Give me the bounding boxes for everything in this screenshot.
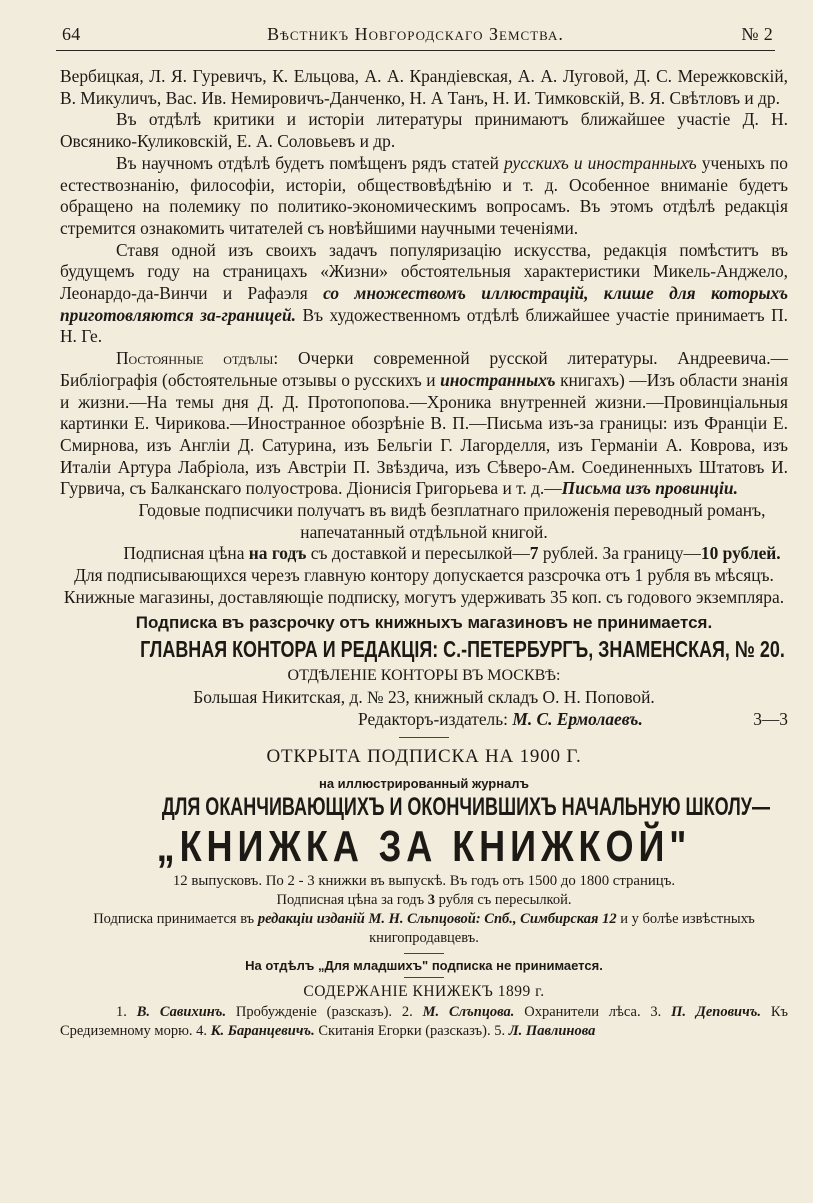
editor-line — [60, 709, 788, 731]
page-header — [58, 20, 773, 50]
text-run: съ доставкой и пересылкой— — [306, 543, 530, 564]
text-run: Къ Средиземному морю. 4. — [60, 1003, 789, 1039]
ad-subscription-line — [60, 910, 788, 948]
installment-notice: Подписка въ разсрочку отъ книжныхъ магазиновъ не принимается. — [135, 612, 713, 632]
contents-title: СОДЕРЖАНІЕ КНИЖЕКЪ 1899 г. — [303, 982, 545, 1000]
italic-run: редакціи изданій М. Н. Сльпцовой: Спб., Симбирская 12 — [257, 910, 617, 927]
text-run: и у болѣе извѣстныхъ книгопродавцевъ. — [369, 910, 755, 946]
text-run: рубля съ пересылкой. — [435, 891, 572, 908]
contents-list — [60, 1003, 788, 1041]
text-run: Ставя одной изъ своихъ задачъ популяризацію искусства, редакція помѣститъ въ будущемъ году на страницахъ «Жизни» обстоятельныя характеристики Микель-Анджело, Леонардо-да-Винчи и Рафаэля — [60, 239, 788, 304]
editor-name: М. С. Ермолаевъ. — [512, 708, 643, 729]
text-run: Подписная цѣна за годъ — [276, 891, 428, 908]
sections-paragraph — [60, 348, 788, 500]
italic-run: Письма изъ провинціи. — [561, 478, 738, 499]
header-rule — [56, 50, 775, 51]
journal-title: Вѣстникъ Новгородскаго Земства. — [267, 24, 564, 44]
journal-name-title: „КНИЖКА ЗА КНИЖКОЙ" — [156, 821, 692, 871]
moscow-branch-title: ОТДѢЛЕНІЕ КОНТОРЫ ВЪ МОСКВѢ: — [287, 667, 561, 685]
italic-run: М. Слъпцова. — [422, 1003, 515, 1020]
editor-ref: 3—3 — [753, 708, 788, 729]
italic-run: со множествомъ иллюстрацій, клише для которыхъ приготовляются за-границей. — [60, 283, 788, 325]
bold-run: 10 рублей. — [700, 543, 781, 564]
text-run: книгахъ) —Изъ области знанія и жизни.—На темы дня Д. Д. Протопопова.—Хроника внутренней жизни.—Провинціальныя картинки Е. Чирикова.—Иностранное обозрѣніе В. П.—Письма изъ-за границы: изъ Франціи Е. Смирнова, изъ Англіи Д. Сатурина, изъ Бельгіи Г. Лагорделля, изъ Германіи А. Коврова, изъ Италіи Артура Лабріола, изъ Австріи П. Звѣздича, изъ Сѣверо-Ам. Соединенныхъ Штатовъ И. Гурвича, съ Балканскаго полуострова. Діонисія Григорьева и т. д.— — [60, 369, 788, 499]
editor-label-text: Редакторъ-издатель: — [358, 708, 513, 729]
section-separator — [399, 737, 449, 738]
text-run: ученыхъ по естествознанію, философіи, исторіи, обществовѣдѣнію и т. д. Особенное вниманіе будетъ обращено на полемику по политико-экономическимъ вопросамъ. Въ этомъ отдѣлѣ редакція стремится ознакомить читателей съ новѣйшими научными теченіями. — [60, 152, 788, 238]
subscription-open-heading: ОТКРЫТА ПОДПИСКА НА 1900 Г. — [266, 745, 582, 767]
criticism-paragraph: Въ отдѣлѣ критики и исторіи литературы принимаютъ ближайшее участіе Д. Н. Овсянико-Куликовскій, Е. А. Соловьевъ и др. — [60, 109, 788, 152]
bold-run: на годъ — [248, 543, 307, 564]
text-run: Въ художественномъ отдѣлѣ ближайшее участіе принимаетъ П. Н. Ге. — [60, 304, 788, 347]
text-run: Въ научномъ отдѣлѣ будетъ помѣщенъ рядъ статей — [116, 152, 505, 173]
ad-separator — [404, 953, 444, 954]
bold-run: 3 — [427, 891, 436, 908]
audience-tagline: ДЛЯ ОКАНЧИВАЮЩИХЪ И ОКОНЧИВШИХЪ НАЧАЛЬНУЮ ШКОЛУ— — [161, 792, 770, 821]
moscow-branch-address: Большая Никитская, д. № 23, книжный складъ О. Н. Поповой. — [193, 686, 655, 707]
italic-run: иностранныхъ — [440, 369, 556, 390]
price-paragraph — [60, 543, 788, 565]
italic-run: Л. Павлинова — [508, 1022, 596, 1039]
italic-run: В. Савихинъ. — [136, 1003, 227, 1020]
supplement-paragraph: Годовые подписчики получатъ въ видѣ безплатнаго приложенія переводный романъ, напечатанный отдѣльной книгой. — [138, 500, 766, 542]
science-paragraph — [60, 153, 788, 240]
text-run: Охранители лѣса. 3. — [514, 1003, 672, 1020]
contributors-paragraph: Вербицкая, Л. Я. Гуревичъ, К. Ельцова, А. А. Крандіевская, А. А. Луговой, Д. С. Мережковскій, В. Микуличъ, Вас. Ив. Немировичъ-Данченко, Н. А Танъ, Н. И. Тимковскій, В. Я. Свѣтловъ и др. — [60, 66, 788, 108]
page-number: 64 — [62, 24, 81, 44]
text-run: Скитанія Егорки (разсказъ). 5. — [314, 1022, 509, 1039]
issues-line: 12 выпусковъ. По 2 - 3 книжки въ выпускѣ. Въ годъ отъ 1500 до 1800 страницъ. — [172, 872, 676, 889]
ad-notice: На отдѣлъ „Для младшихъ" подписка не принимается. — [245, 957, 603, 973]
issue-number: № 2 — [741, 24, 773, 44]
installment-paragraph: Для подписывающихся черезъ главную контору допускается разсрочка отъ 1 рубля въ мѣсяцъ. Книжные магазины, доставляющіе подписку, могутъ удерживать 35 коп. съ годового экземпляра. — [63, 565, 785, 607]
text-run: Очерки современной русской литературы. Андреевича.—Библіографія (обстоятельные отзывы о русскихъ и — [60, 348, 789, 390]
bold-run: 7 — [529, 543, 539, 564]
text-run: 1. — [116, 1003, 137, 1020]
editor-label — [358, 709, 643, 730]
text-run: Подписная цѣна — [123, 543, 249, 564]
text-run: Пробужденіе (разсказъ). 2. — [226, 1003, 423, 1020]
art-paragraph — [60, 240, 788, 349]
italic-run: П. Деповичъ. — [671, 1003, 761, 1020]
text-run: Подписка принимается въ — [93, 910, 258, 927]
ad-price-line — [60, 891, 788, 910]
italic-run: русскихъ и иностранныхъ — [504, 152, 697, 173]
main-column — [60, 66, 788, 1041]
illustrated-journal-subhead: на иллюстрированный журналъ — [318, 775, 530, 791]
ad-separator-2 — [404, 977, 444, 978]
sections-heading: Постоянные отдѣлы: — [116, 348, 279, 369]
italic-run: К. Баранцевичъ. — [210, 1022, 315, 1039]
main-office-heading: ГЛАВНАЯ КОНТОРА И РЕДАКЦІЯ: С.-ПЕТЕРБУРГЪ, ЗНАМЕНСКАЯ, № 20. — [140, 636, 785, 663]
text-run: рублей. За границу— — [538, 543, 701, 564]
